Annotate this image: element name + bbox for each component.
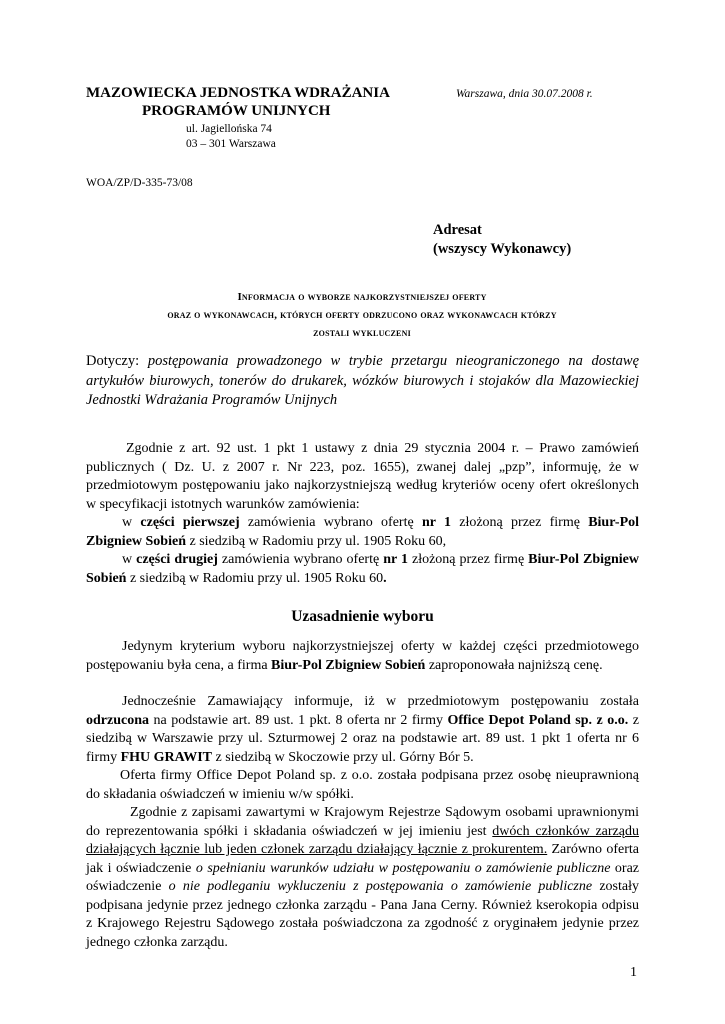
subject-paragraph — [86, 352, 639, 411]
text-span: oraz oświadczenie — [86, 860, 640, 894]
title-line2: oraz o wykonawcach, których oferty odrzucono oraz wykonawcach którzy — [167, 309, 557, 321]
page-number: 1 — [630, 965, 637, 980]
text-span: . — [383, 570, 387, 586]
winning-firm: Biur-Pol Zbigniew Sobień — [86, 552, 640, 586]
winning-firm: Biur-Pol Zbigniew Sobień — [271, 657, 426, 673]
rejection-paragraph — [86, 693, 639, 767]
decision-intro: Zgodnie z art. 92 ust. 1 pkt 1 ustawy z dnia 29 stycznia 2004 r. – Prawo zamówień publicznych ( Dz. U. z 2007 r. Nr 223, poz. 1655), zwanej dalej „pzp”, informuję, że w przedmiotowym postępowaniu jako najkorzystniejszą według kryteriów oceny ofert określonych w specyfikacji istotnych warunków zamówienia: — [86, 441, 639, 512]
text-span: Zgodnie z zapisami zawartymi w Krajowym Rejestrze Sądowym osobami uprawnionymi do reprezentowania spółki i składania oświadczeń w jej imieniu jest — [86, 805, 639, 839]
offer-number: nr 1 — [383, 552, 408, 567]
justification-paragraph — [86, 638, 639, 675]
title-line3: zostali wykluczeni — [313, 327, 411, 339]
org-name-line1: MAZOWIECKA JEDNOSTKA WDRAŻANIA — [86, 85, 390, 101]
winning-firm: Biur-Pol Zbigniew Sobień — [86, 515, 640, 549]
address-city: 03 – 301 Warszawa — [186, 138, 276, 150]
title-line1: Informacja o wyborze najkorzystniejszej oferty — [237, 291, 487, 303]
text-span: na podstawie art. 89 ust. 1 pkt. 8 oferta nr 2 firmy — [149, 712, 448, 728]
decision-part-one — [86, 514, 639, 551]
rejected-firm: FHU GRAWIT — [120, 749, 213, 765]
text-span: Jedynym kryterium wyboru najkorzystniejszej oferty w każdej części przedmiotowego postępowaniu była cena, a firma — [86, 639, 639, 673]
recipient-line2: (wszyscy Wykonawcy) — [433, 241, 572, 257]
justification-heading: Uzasadnienie wyboru — [291, 608, 434, 625]
reference-number: WOA/ZP/D-335-73/08 — [86, 177, 193, 189]
rejected-firm: Office Depot Poland sp. z o.o. — [447, 712, 629, 728]
text-span: Jednocześnie Zamawiający informuje, iż w przedmiotowym postępowaniu została — [122, 694, 639, 709]
italic-text: o spełnianiu warunków udziału w postępowaniu o zamówienie publiczne — [195, 860, 611, 876]
recipient-block — [433, 221, 571, 259]
document-date: Warszawa, dnia 30.07.2008 r. — [456, 88, 593, 100]
registry-paragraph — [86, 804, 639, 952]
part-two-label: części drugiej — [136, 552, 218, 567]
organization-name — [86, 84, 416, 120]
italic-text: o nie podleganiu wykluczeniu z postępowania o zamówienie publiczne — [168, 879, 593, 894]
text-span: Zarówno oferta jak i oświadczenie — [86, 842, 639, 876]
underlined-text: dwóch członków zarządu działających łącznie lub jeden członek zarządu działający łącznie z prokurentem. — [86, 823, 639, 857]
signature-paragraph: Oferta firmy Office Depot Poland sp. z o.o. została podpisana przez osobę nieuprawnioną do składania oświadczeń w imieniu w/w spółki. — [86, 768, 639, 802]
text-span: w — [122, 552, 137, 567]
organization-address — [186, 122, 276, 152]
text-span: z siedzibą w Warszawie przy ul. Szturmowej 2 oraz na podstawie art. 89 ust. 1 pkt 1 oferta nr 6 firmy — [86, 712, 640, 765]
text-span: zostały podpisana jedynie przez jednego członka zarządu - Pana Jana Cerny. Również kserokopia odpisu z Krajowego Rejestru Sądowego została poświadczona za zgodność z oryginałem jedynie przez jednego członka zarządu. — [86, 879, 639, 950]
document-title — [86, 288, 638, 342]
text-span: w — [122, 515, 141, 530]
part-one-label: części pierwszej — [140, 515, 240, 530]
text-span: zamówienia wybrano ofertę — [217, 552, 384, 567]
rejection-section — [86, 693, 639, 952]
text-span: z siedzibą w Radomiu przy ul. 1905 Roku 60 — [126, 570, 384, 586]
decision-paragraph — [86, 440, 639, 588]
text-span: złożoną przez firmę — [407, 552, 529, 567]
text-span: złożoną przez firmę — [450, 515, 589, 530]
text-span: z siedzibą w Radomiu przy ul. 1905 Roku 60, — [185, 533, 447, 549]
text-span: z siedzibą w Skoczowie przy ul. Górny Bór 5. — [212, 749, 474, 765]
subject-text: postępowania prowadzonego w trybie przetargu nieograniczonego na dostawę artykułów biurowych, tonerów do drukarek, wózków biurowych i stojaków dla Mazowieckiej Jednostki Wdrażania Programów Unijnych — [86, 353, 639, 408]
subject-label: Dotyczy: — [86, 353, 140, 369]
text-span: zaproponowała najniższą cenę. — [425, 657, 603, 673]
decision-part-two — [86, 551, 639, 588]
rejected-label: odrzucona — [86, 712, 149, 728]
address-street: ul. Jagiellońska 74 — [186, 123, 272, 135]
text-span: zamówienia wybrano ofertę — [239, 515, 422, 530]
recipient-line1: Adresat — [433, 222, 482, 238]
org-name-line2: PROGRAMÓW UNIJNYCH — [142, 103, 331, 119]
offer-number: nr 1 — [421, 515, 451, 530]
